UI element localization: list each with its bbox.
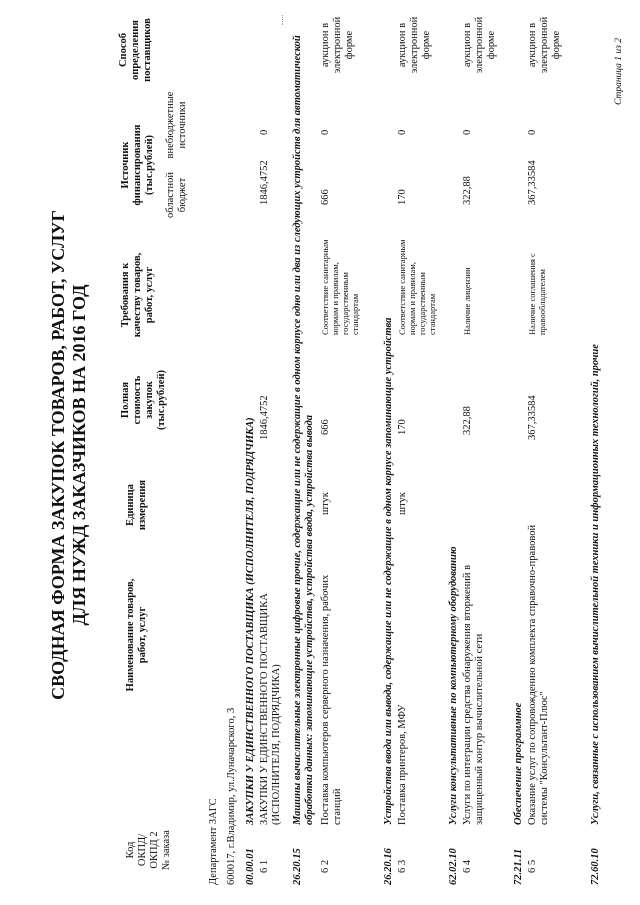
row-name: Поставка принтеров, МФУ: [397, 704, 408, 825]
row-requirements: Наличие соглашения с правообладателем: [527, 253, 547, 335]
section-title: Обеспечение программное: [513, 702, 524, 825]
row-cost: 170: [397, 419, 408, 435]
row-number: 6 1: [259, 859, 270, 873]
row-name: ЗАКУПКИ У ЕДИНСТВЕННОГО ПОСТАВЩИКА (ИСПОЛНИТЕЛЯ, ПОДРЯДЧИКА): [259, 593, 282, 825]
row-unit: штук: [397, 492, 408, 515]
section-title: Устройства ввода или вывода, содержащие или не содержащие в одном корпусе запоминающие устройства: [383, 317, 394, 825]
section-code: 72.60.10: [590, 848, 601, 885]
page-footer: Страница 1 из 2: [614, 38, 624, 105]
row-name: Оказание услуг по сопровождению комплекта справочно-правовой системы "Консультант-Плюс": [527, 524, 550, 825]
header-cost: Полная стоимость закупок (тыс.рублей): [120, 369, 167, 431]
row-cost: 666: [320, 419, 331, 435]
section-code: 26.20.16: [383, 848, 394, 885]
document-title: СВОДНАЯ ФОРМА ЗАКУПОК ТОВАРОВ, РАБОТ, УСЛУГ ДЛЯ НУЖД ЗАКАЗЧИКОВ НА 2016 ГОД: [48, 210, 89, 700]
section-code: 72.21.11: [513, 848, 524, 885]
row-extra: 0: [462, 129, 473, 135]
section-code: 26.20.15: [292, 848, 303, 885]
header-unit: Единица измерения: [125, 479, 148, 531]
header-code: Код ОКПД/ ОКПД 2 № заказа: [125, 830, 172, 870]
row-extra: 0: [259, 129, 270, 135]
org-name: Департамент ЗАГС: [208, 798, 219, 885]
row-name: Услуги по интеграции средства обнаружения вторжений в защищенный контур вычислительной сети: [462, 564, 485, 825]
row-budget: 666: [320, 189, 331, 205]
row-method: аукцион в электронной форме: [397, 16, 432, 74]
header-method: Способ определения поставщиков: [118, 18, 153, 82]
row-method: аукцион в электронной форме: [527, 16, 562, 74]
row-number: 6 5: [527, 859, 538, 873]
row-budget: 1846,4752: [259, 160, 270, 205]
row-unit: штук: [320, 492, 331, 515]
header-source: Источник финансирования (тыс.рублей): [120, 124, 155, 206]
header-req: Требования к качеству товаров, работ, услуг: [120, 252, 155, 338]
row-number: 6 3: [397, 859, 408, 873]
row-name: Поставка компьютеров серверного назначения, рабочих станций: [320, 574, 343, 825]
row-budget: 322,88: [462, 176, 473, 205]
row-method: аукцион в электронной форме: [320, 16, 355, 74]
row-extra: 0: [320, 129, 331, 135]
row-number: 6 2: [320, 859, 331, 873]
section-title: Машины вычислительные электронные цифровые прочие, содержащие или не содержащие в одном корпусе одно или два из следующих устройств для автоматической обработки данных: запоминающие устройства, устройства ввода, устройства вывода: [292, 35, 315, 825]
row-requirements: Соответствие санитарным нормам и правилам, государственным стандартам: [320, 239, 360, 335]
row-budget: 367,33584: [527, 160, 538, 205]
scan-artifact: [282, 15, 286, 25]
section-title: ЗАКУПКИ У ЕДИНСТВЕННОГО ПОСТАВЩИКА (ИСПОЛНИТЕЛЯ, ПОДРЯДЧИКА): [245, 417, 256, 825]
row-extra: 0: [527, 129, 538, 135]
row-requirements: Наличие лицензии: [462, 267, 472, 335]
section-title: Услуги консультативные по компьютерному оборудованию: [448, 546, 459, 825]
row-budget: 170: [397, 189, 408, 205]
org-address: 600017, г.Владимир, ул.Луначарского, 3: [226, 707, 237, 885]
row-requirements: Соответствие санитарным нормам и правилам, государственным стандартам: [397, 239, 437, 335]
section-code: 62.02.10: [448, 848, 459, 885]
header-name: Наименование товаров, работ, услуг: [125, 578, 148, 692]
row-number: 6 4: [462, 859, 473, 873]
row-method: аукцион в электронной форме: [462, 16, 497, 74]
row-cost: 1846,4752: [259, 395, 270, 440]
row-extra: 0: [397, 129, 408, 135]
section-code: 00.00.01: [245, 848, 256, 885]
header-extrabudget: внебюджетные источники: [165, 91, 188, 159]
row-cost: 367,33584: [527, 395, 538, 440]
section-title: Услуги, связанные с использованием вычислительной техники и информационных технологий, прочие: [590, 344, 601, 825]
header-budget: областной бюджет: [165, 172, 188, 218]
row-cost: 322,88: [462, 406, 473, 435]
